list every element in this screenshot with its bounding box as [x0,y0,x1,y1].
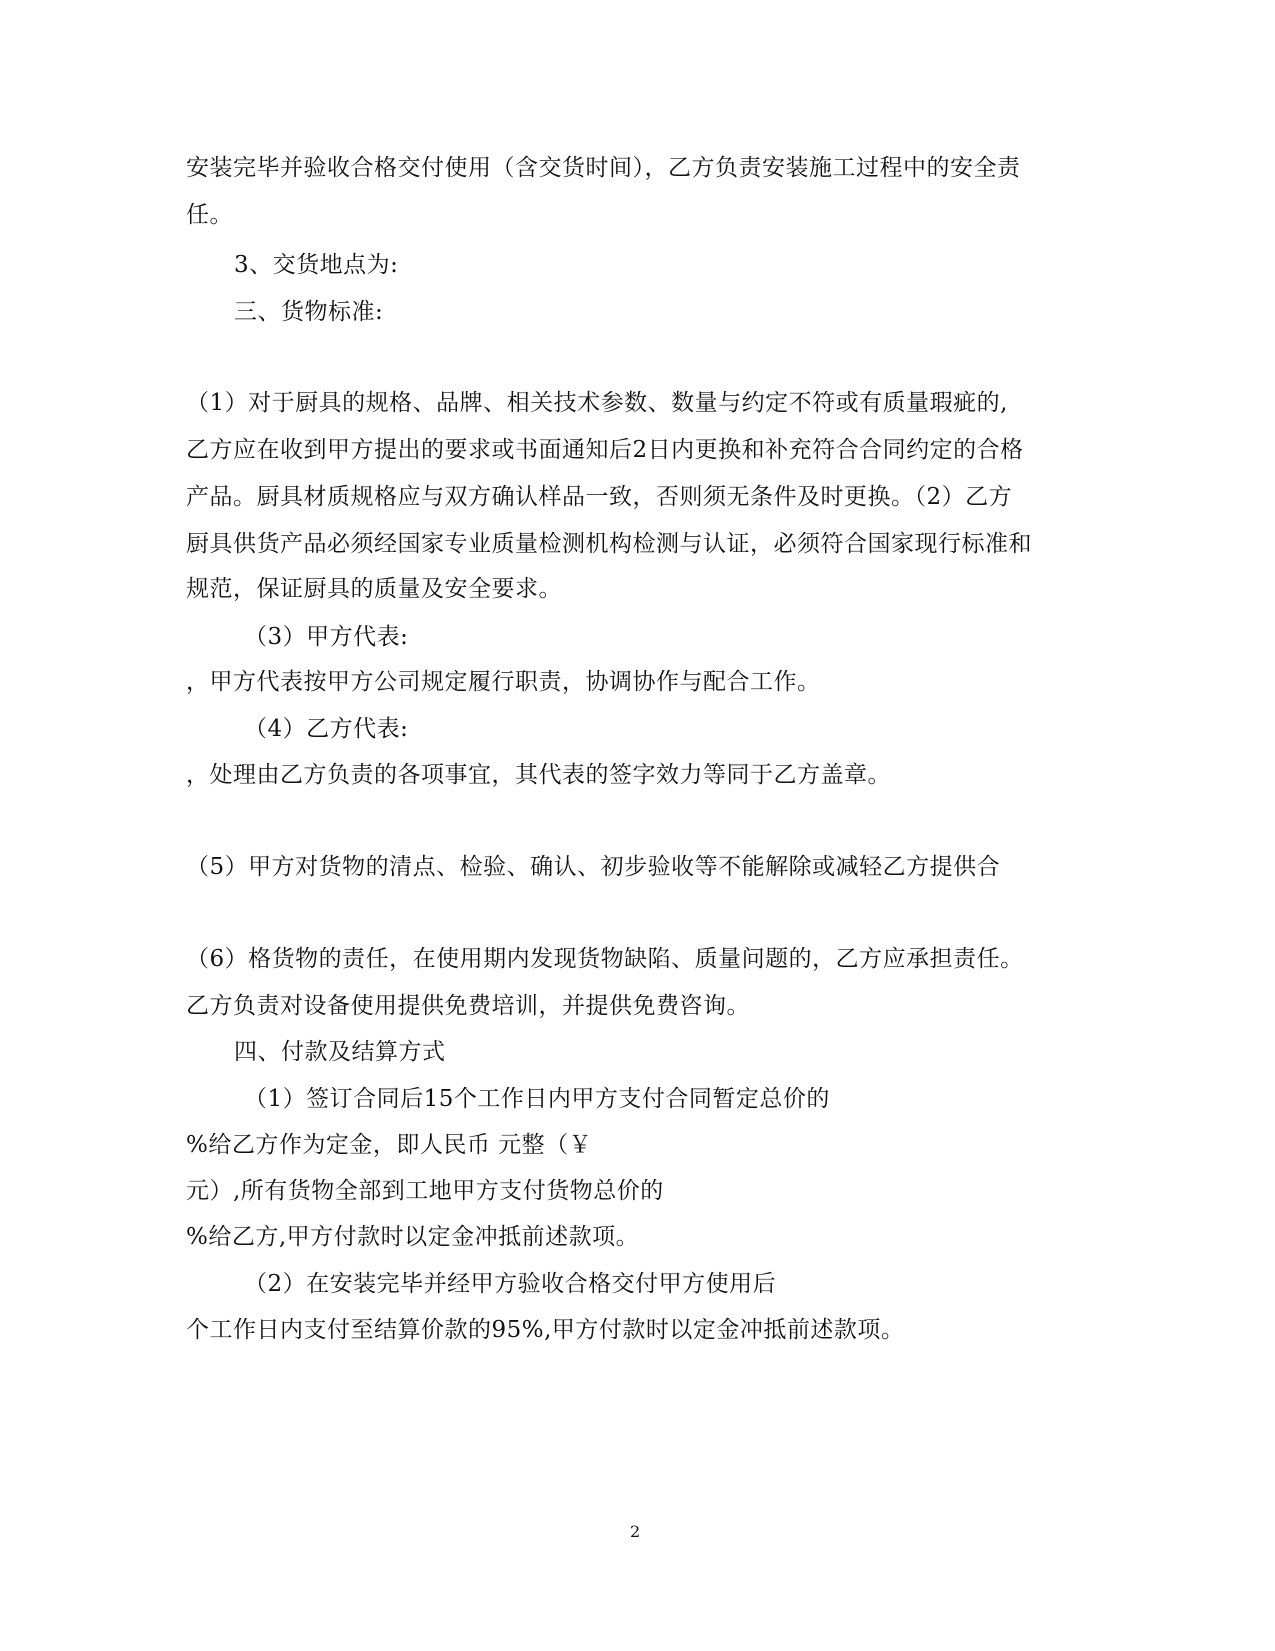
text-line: 任。 [186,202,233,228]
text-line: （5）甲方对货物的清点、检验、确认、初步验收等不能解除或减轻乙方提供合 [186,854,1001,880]
text-line: （1）签订合同后15个工作日内甲方支付合同暂定总价的 [244,1086,830,1112]
section-heading: 四、付款及结算方式 [234,1039,446,1065]
text-line: （4）乙方代表: [244,716,409,742]
text-line: 乙方应在收到甲方提出的要求或书面通知后2日内更换和补充符合合同约定的合格 [186,437,1024,463]
text-line: （3）甲方代表: [244,624,409,650]
text-line: 3、交货地点为: [234,252,399,278]
text-line: 规范，保证厨具的质量及安全要求。 [186,576,562,602]
text-line: （2）在安装完毕并经甲方验收合格交付甲方使用后 [244,1271,777,1297]
text-line: 安装完毕并验收合格交付使用（含交货时间），乙方负责安装施工过程中的安全责 [186,155,1021,181]
text-line: %给乙方,甲方付款时以定金冲抵前述款项。 [186,1224,640,1250]
text-line: （6）格货物的责任，在使用期内发现货物缺陷、质量问题的，乙方应承担责任。 [186,946,1024,972]
text-line: 乙方负责对设备使用提供免费培训，并提供免费咨询。 [186,993,750,1019]
text-line: %给乙方作为定金，即人民币 元整（￥ [186,1132,593,1158]
text-line: 产品。厨具材质规格应与双方确认样品一致，否则须无条件及时更换。（2）乙方 [186,484,1013,510]
text-line: 厨具供货产品必须经国家专业质量检测机构检测与认证，必须符合国家现行标准和 [186,531,1032,557]
text-line: （1）对于厨具的规格、品牌、相关技术参数、数量与约定不符或有质量瑕疵的, [186,390,1008,416]
text-line: 个工作日内支付至结算价款的95%,甲方付款时以定金冲抵前述款项。 [186,1317,905,1343]
section-heading: 三、货物标准: [234,299,384,325]
text-line: ，处理由乙方负责的各项事宜，其代表的签字效力等同于乙方盖章。 [186,762,891,788]
page-number: 2 [630,1522,641,1541]
text-line: ，甲方代表按甲方公司规定履行职责，协调协作与配合工作。 [186,669,821,695]
text-line: 元）,所有货物全部到工地甲方支付货物总价的 [186,1178,664,1204]
